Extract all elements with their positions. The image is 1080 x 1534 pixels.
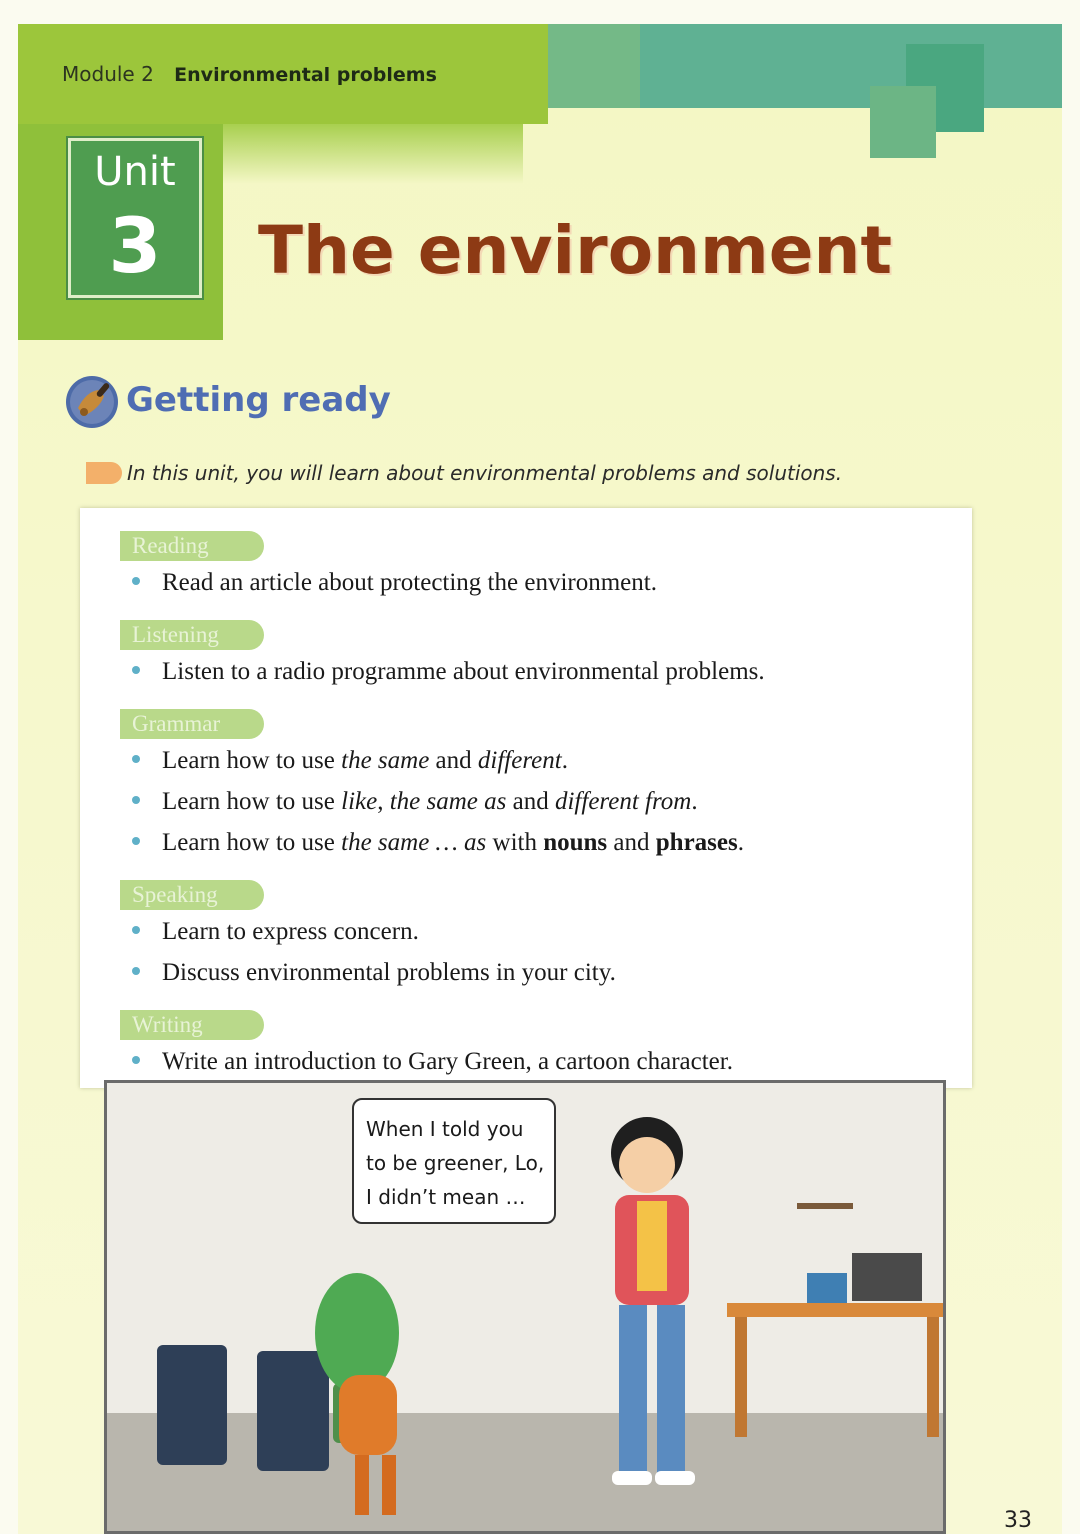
unit-badge — [68, 138, 202, 298]
module-number: Module 2 — [62, 62, 154, 86]
robot-body — [339, 1375, 397, 1455]
bullet-icon — [132, 926, 140, 934]
bullet-icon — [132, 796, 140, 804]
list-item: Learn how to use the same … as with nouns and phrases. — [132, 829, 744, 857]
list-item: Learn to express concern. — [132, 918, 419, 946]
unit-label: Unit — [94, 149, 176, 195]
bullet-icon — [132, 1056, 140, 1064]
intro-text: In this unit, you will learn about environmental problems and solutions. — [127, 461, 843, 485]
list-item: Learn how to use like, the same as and different from. — [132, 788, 698, 816]
module-heading — [62, 62, 437, 86]
section-label-reading: Reading — [120, 531, 264, 561]
bullet-icon — [132, 666, 140, 674]
boy-jeans — [619, 1305, 647, 1475]
toolbox — [852, 1253, 922, 1301]
speech-bubble — [352, 1098, 556, 1224]
list-item: Learn how to use the same and different. — [132, 747, 568, 775]
list-item: Read an article about protecting the environment. — [132, 569, 657, 597]
section-label-speaking: Speaking — [120, 880, 264, 910]
bullet-icon — [132, 755, 140, 763]
bullet-icon — [132, 577, 140, 585]
bullet-icon — [132, 967, 140, 975]
list-item: Listen to a radio programme about environmental problems. — [132, 658, 765, 686]
barrel — [157, 1345, 227, 1465]
section-label-grammar: Grammar — [120, 709, 264, 739]
speech-text: When I told you to be greener, Lo, I didn’t mean … — [366, 1117, 545, 1209]
boy-face — [619, 1137, 675, 1193]
decor-square — [870, 86, 936, 158]
bell-icon — [64, 374, 120, 430]
vise — [807, 1273, 847, 1303]
robot-head — [315, 1273, 399, 1393]
unit-number: 3 — [108, 201, 162, 290]
bullet-icon — [132, 837, 140, 845]
barrel — [257, 1351, 329, 1471]
list-item: Write an introduction to Gary Green, a cartoon character. — [132, 1048, 733, 1076]
header-band-fade — [223, 124, 523, 184]
section-label-listening: Listening — [120, 620, 264, 650]
unit-title: The environment — [258, 212, 893, 289]
page-number: 33 — [1004, 1508, 1032, 1533]
intro-tag — [86, 462, 122, 484]
tool-rack — [797, 1203, 853, 1209]
workbench-top — [727, 1303, 946, 1317]
getting-ready-heading: Getting ready — [126, 380, 391, 420]
section-label-writing: Writing — [120, 1010, 264, 1040]
module-title: Environmental problems — [174, 64, 437, 86]
list-item: Discuss environmental problems in your city. — [132, 959, 616, 987]
